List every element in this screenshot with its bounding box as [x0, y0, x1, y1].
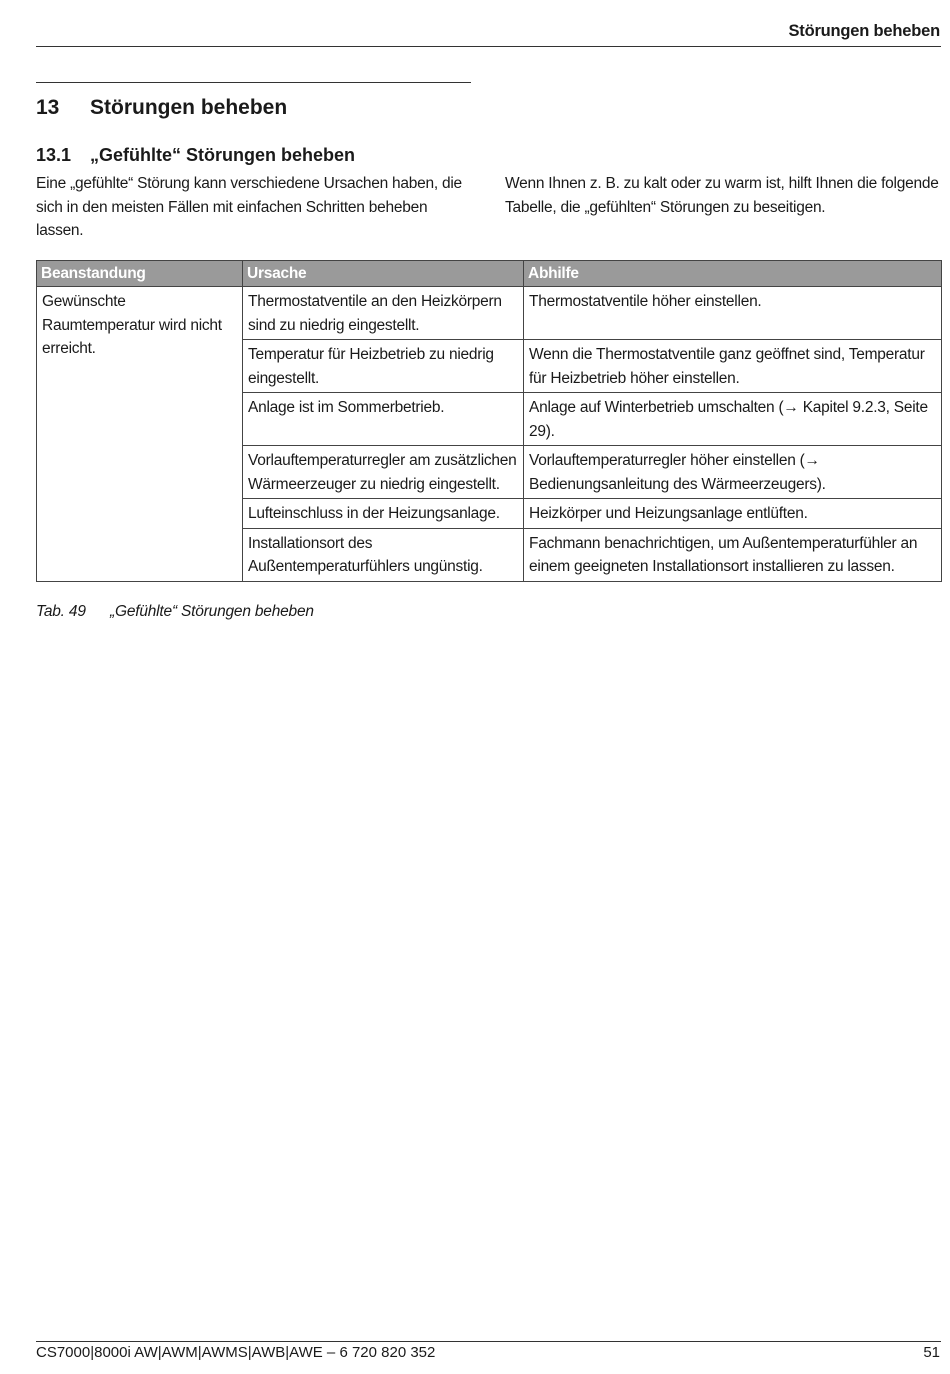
- page-number: 51: [923, 1344, 940, 1361]
- remedy-cell: Wenn die Thermostatventile ganz geöffnet sind, Temperatur für Heizbetrieb höher einstellen.: [524, 340, 942, 393]
- remedy-cell: Vorlauftemperaturregler höher einstellen (→ Bedienungsanleitung des Wärmeerzeugers).: [524, 446, 942, 499]
- chapter-heading: [36, 96, 287, 120]
- remedy-cell: Fachmann benachrichtigen, um Außentemperaturfühler an einem geeigneten Installationsort installieren zu lassen.: [524, 528, 942, 581]
- chapter-divider: [36, 82, 471, 83]
- footer-document-id: CS7000|8000i AW|AWM|AWMS|AWB|AWE – 6 720 820 352: [36, 1344, 436, 1361]
- caption-text: „Gefühlte“ Störungen beheben: [110, 603, 314, 620]
- cause-cell: Installationsort des Außentemperaturfühlers ungünstig.: [243, 528, 524, 581]
- section-heading: [36, 145, 355, 166]
- cause-cell: Vorlauftemperaturregler am zusätzlichen Wärmeerzeuger zu niedrig eingestellt.: [243, 446, 524, 499]
- intro-paragraph-right: Wenn Ihnen z. B. zu kalt oder zu warm ist, hilft Ihnen die folgende Tabelle, die „gefühlten“ Störungen zu beseitigen.: [505, 175, 939, 216]
- table-row: [37, 287, 942, 340]
- remedy-cell: Thermostatventile höher einstellen.: [524, 287, 942, 340]
- complaint-cell: Gewünschte Raumtemperatur wird nicht erreicht.: [37, 287, 243, 582]
- header-remedy: Abhilfe: [524, 261, 942, 287]
- cause-cell: Anlage ist im Sommerbetrieb.: [243, 393, 524, 446]
- remedy-cell: Heizkörper und Heizungsanlage entlüften.: [524, 499, 942, 529]
- cause-cell: Thermostatventile an den Heizkörpern sind zu niedrig eingestellt.: [243, 287, 524, 340]
- remedy-cell: Anlage auf Winterbetrieb umschalten (→ Kapitel 9.2.3, Seite 29).: [524, 393, 942, 446]
- chapter-number: 13: [36, 96, 60, 119]
- footer-divider: [36, 1341, 941, 1342]
- section-title: „Gefühlte“ Störungen beheben: [90, 145, 356, 165]
- table-header-row: [37, 261, 942, 287]
- cause-cell: Temperatur für Heizbetrieb zu niedrig eingestellt.: [243, 340, 524, 393]
- chapter-title: Störungen beheben: [90, 96, 288, 119]
- intro-paragraph-left: Eine „gefühlte“ Störung kann verschiedene Ursachen haben, die sich in den meisten Fällen mit einfachen Schritten beheben lassen.: [36, 175, 462, 239]
- cause-cell: Lufteinschluss in der Heizungsanlage.: [243, 499, 524, 529]
- header-cause: Ursache: [243, 261, 524, 287]
- caption-number: Tab. 49: [36, 603, 86, 620]
- table-caption: [36, 603, 314, 621]
- running-header: Störungen beheben: [788, 22, 940, 40]
- header-complaint: Beanstandung: [37, 261, 243, 287]
- section-number: 13.1: [36, 145, 72, 165]
- fault-table: [36, 260, 942, 582]
- header-divider: [36, 46, 941, 47]
